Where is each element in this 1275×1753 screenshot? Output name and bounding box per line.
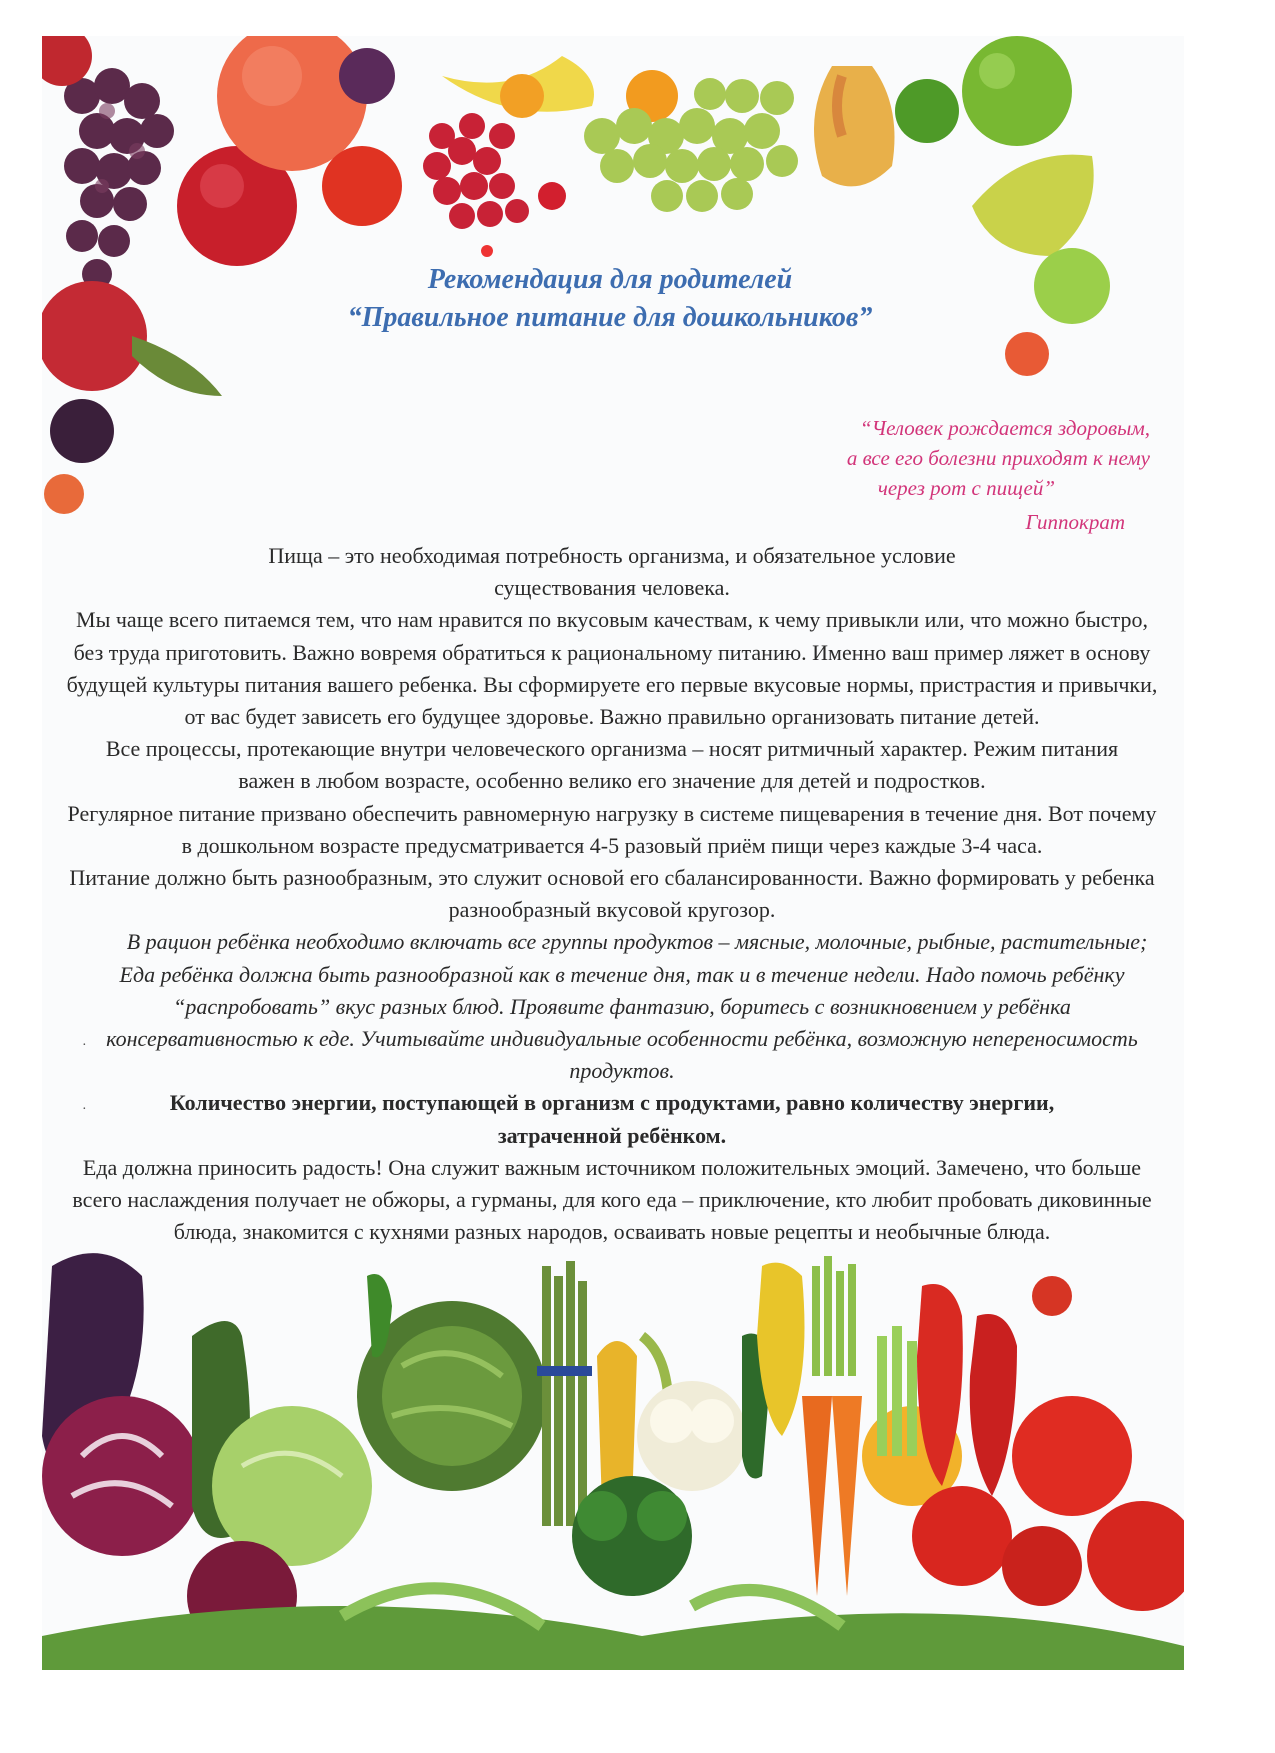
- paragraph-5: Питание должно быть разнообразным, это служит основой его сбалансированности. Важно формировать у ребенка разнообразный вкусовой кругозор.: [69, 865, 1155, 923]
- paragraph-1: Пища – это необходимая потребность организма, и обязательное условие существования человека.: [268, 543, 956, 601]
- bullet-marker: ·: [82, 1038, 87, 1053]
- paragraph-2: Мы чаще всего питаемся тем, что нам нравится по вкусовым качествам, к чему привыкли или, что можно быстро, без труда приготовить. Важно вовремя обратиться к рациональному питанию. Именно ваш пример ляжет в основу будущей культуры питания вашего ребенка. Вы сформируете его первые вкусовые нормы, пристрастия и привычки, от вас будет зависеть его будущее здоровье. Важно правильно организовать питание детей.: [66, 607, 1158, 730]
- epigraph-author: Гиппократ: [1025, 510, 1125, 534]
- bullet-item-1: В рацион ребёнка необходимо включать все группы продуктов – мясные, молочные, рыбные, растительные;: [126, 929, 1148, 955]
- paragraph-6: Еда должна приносить радость! Она служит важным источником положительных эмоций. Замечено, что больше всего наслаждения получает не обжоры, а гурманы, для кого еда – приключение, кто любит пробовать диковинные блюда, знакомится с кухнями разных народов, осваивать новые рецепты и необычные блюда.: [72, 1154, 1152, 1245]
- title-line-1: Рекомендация для родителей: [427, 264, 793, 295]
- title-line-2: “Правильное питание для дошкольников”: [347, 302, 873, 333]
- paragraph-4: Регулярное питание призвано обеспечить равномерную нагрузку в системе пищеварения в течение дня. Вот почему в дошкольном возрасте предусматривается 4-5 разовый приём пищи через каждые 3-4 часа.: [67, 800, 1157, 858]
- body-text: [62, 540, 1162, 1248]
- bold-statement: Количество энергии, поступающей в организм с продуктами, равно количеству энергии, затраченной ребёнком.: [169, 1090, 1055, 1148]
- epigraph-line-3: через рот с пищей”: [877, 476, 1055, 500]
- bullet-marker: ·: [82, 1102, 87, 1117]
- epigraph-line-2: а все его болезни приходят к нему: [846, 446, 1150, 470]
- paragraph-3: Все процессы, протекающие внутри человеческого организма – носят ритмичный характер. Режим питания важен в любом возрасте, особенно велико его значение для детей и подростков.: [105, 736, 1119, 794]
- epigraph-line-1: “Человек рождается здоровым,: [859, 416, 1150, 440]
- bullet-item-2: Еда ребёнка должна быть разнообразной как в течение дня, так и в течение недели. Надо помочь ребёнку “распробовать” вкус разных блюд. Проявите фантазию, боритесь с возникновением у ребёнка консервативностью к еде. Учитывайте индивидуальные особенности ребёнка, возможную непереносимость продуктов.: [106, 961, 1138, 1084]
